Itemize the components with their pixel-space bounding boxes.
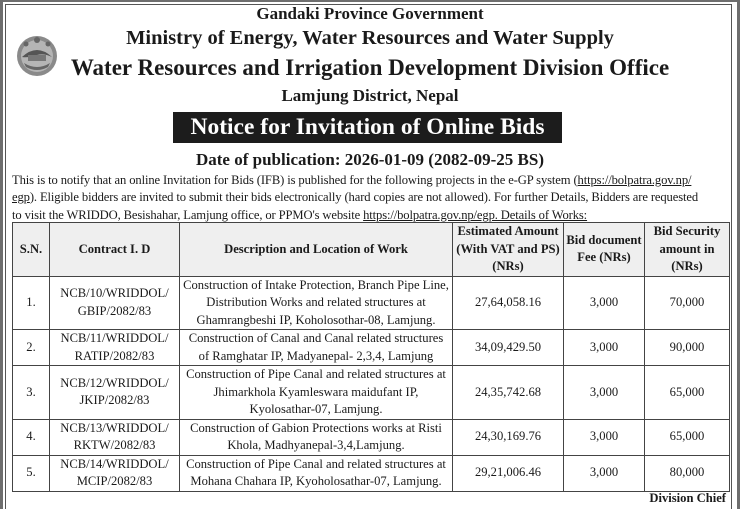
cell-bid-fee: 3,000 xyxy=(564,366,645,420)
egp-link[interactable]: https://bolpatra.gov.np/ xyxy=(577,173,692,187)
header-estimated-amount: Estimated Amount (With VAT and PS) (NRs) xyxy=(453,223,564,277)
cell-sn: 4. xyxy=(13,419,50,455)
intro-line-2 xyxy=(12,189,730,206)
cell-contract-id: NCB/12/WRIDDOL/ JKIP/2082/83 xyxy=(50,366,180,420)
cell-contract-id: NCB/14/WRIDDOL/ MCIP/2082/83 xyxy=(50,455,180,491)
cell-description: Construction of Pipe Canal and related structures at Mohana Chahara IP, Kyoholosathar-07, Lamjung. xyxy=(180,455,453,491)
government-name: Gandaki Province Government xyxy=(256,4,484,23)
header-description: Description and Location of Work xyxy=(180,223,453,277)
cell-estimated-amount: 29,21,006.46 xyxy=(453,455,564,491)
cell-bid-security: 65,000 xyxy=(645,419,730,455)
table-row xyxy=(13,276,730,330)
signature-division-chief: Division Chief xyxy=(649,491,726,505)
cell-sn: 5. xyxy=(13,455,50,491)
cell-contract-id: NCB/13/WRIDDOL/ RKTW/2082/83 xyxy=(50,419,180,455)
cell-bid-fee: 3,000 xyxy=(564,455,645,491)
header-sn: S.N. xyxy=(13,223,50,277)
cell-estimated-amount: 24,35,742.68 xyxy=(453,366,564,420)
egp-link[interactable]: egp xyxy=(12,190,30,205)
cell-sn: 2. xyxy=(13,330,50,366)
ministry-name: Ministry of Energy, Water Resources and Water Supply xyxy=(126,27,614,49)
header-bid-fee: Bid document Fee (NRs) xyxy=(564,223,645,277)
district-name: Lamjung District, Nepal xyxy=(281,86,459,105)
cell-bid-security: 70,000 xyxy=(645,276,730,330)
intro-text: to visit the WRIDDO, Besishahar, Lamjung office, or PPMO's website xyxy=(12,207,364,222)
intro-line-1 xyxy=(12,172,730,189)
cell-description: Construction of Gabion Protections works at Risti Khola, Madhyanepal-3,4,Lamjung. xyxy=(180,419,453,455)
cell-estimated-amount: 27,64,058.16 xyxy=(453,276,564,330)
cell-estimated-amount: 24,30,169.76 xyxy=(453,419,564,455)
table-row xyxy=(13,366,730,420)
table-row xyxy=(13,455,730,491)
table-row xyxy=(13,419,730,455)
cell-estimated-amount: 34,09,429.50 xyxy=(453,330,564,366)
cell-contract-id: NCB/10/WRIDDOL/ GBIP/2082/83 xyxy=(50,276,180,330)
header-bid-security: Bid Security amount in (NRs) xyxy=(645,223,730,277)
intro-paragraph xyxy=(12,172,730,224)
cell-bid-security: 80,000 xyxy=(645,455,730,491)
office-name: Water Resources and Irrigation Development Division Office xyxy=(70,55,670,80)
works-table xyxy=(12,222,730,492)
cell-description: Construction of Intake Protection, Branch Pipe Line, Distribution Works and related structures at Ghamrangbeshi IP, Koholosothar-08, Lamjung. xyxy=(180,276,453,330)
cell-sn: 1. xyxy=(13,276,50,330)
cell-bid-fee: 3,000 xyxy=(564,276,645,330)
table-row xyxy=(13,330,730,366)
cell-sn: 3. xyxy=(13,366,50,420)
notice-title: Notice for Invitation of Online Bids xyxy=(173,112,562,143)
cell-description: Construction of Pipe Canal and related structures at Jhimarkhola Kyamleswara maidufant IP, Kyolosathar-07, Lamjung. xyxy=(180,366,453,420)
header-contract-id: Contract I. D xyxy=(50,223,180,277)
cell-bid-fee: 3,000 xyxy=(564,330,645,366)
cell-contract-id: NCB/11/WRIDDOL/ RATIP/2082/83 xyxy=(50,330,180,366)
intro-text: ). Eligible bidders are invited to submit their bids electronically (hard copies are not allowed). For further Details, Bidders are requested xyxy=(29,190,699,205)
publication-date: Date of publication: 2026-01-09 (2082-09-25 BS) xyxy=(195,150,544,169)
ppmo-link[interactable]: https://bolpatra.gov.np/egp. Details of Works: xyxy=(363,207,588,222)
cell-bid-security: 90,000 xyxy=(645,330,730,366)
cell-bid-security: 65,000 xyxy=(645,366,730,420)
cell-bid-fee: 3,000 xyxy=(564,419,645,455)
intro-text: This is to notify that an online Invitation for Bids (IFB) is published for the following projects in the e-GP system ( xyxy=(12,173,578,187)
cell-description: Construction of Canal and Canal related structures of Ramghatar IP, Madyanepal- 2,3,4, Lamjung xyxy=(180,330,453,366)
table-header-row xyxy=(13,223,730,277)
